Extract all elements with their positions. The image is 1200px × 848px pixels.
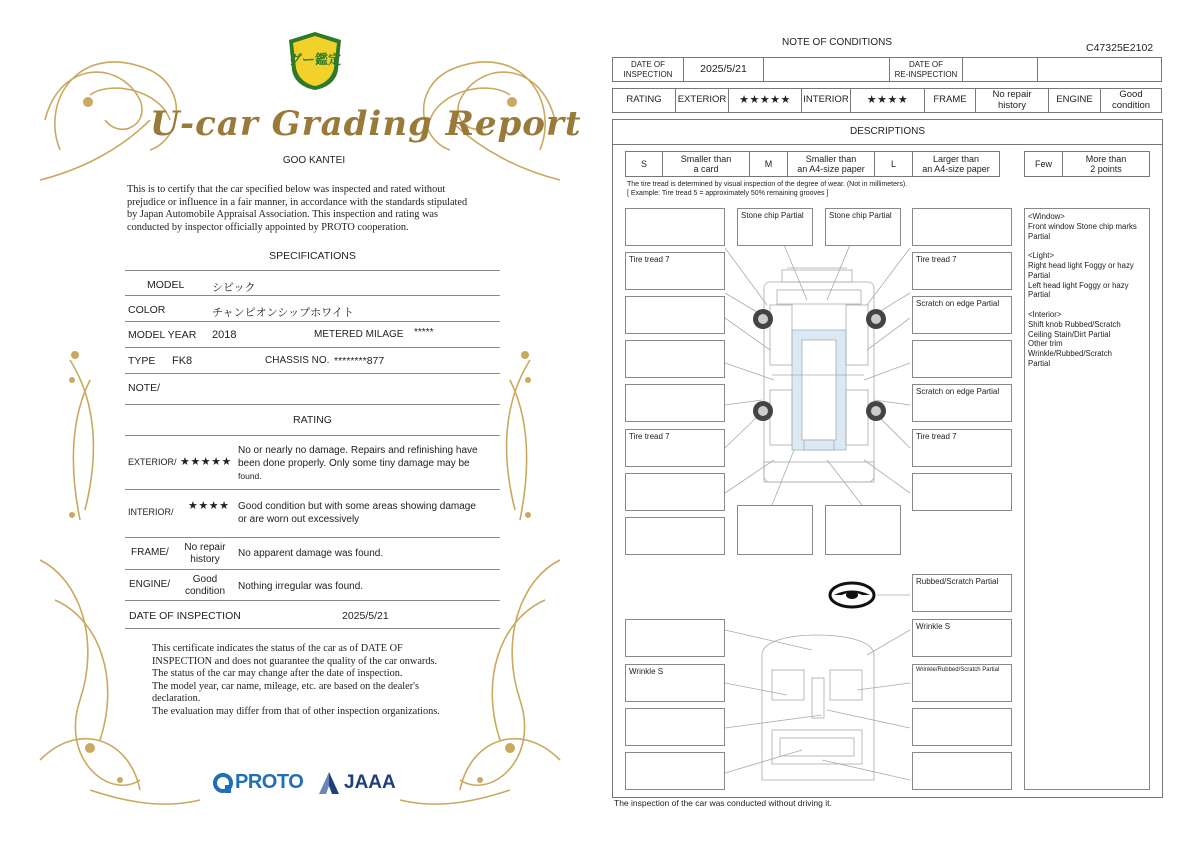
model-value: シビック	[212, 282, 256, 294]
engine-value: Good condition	[184, 574, 226, 597]
model-year-label: MODEL YEAR	[128, 329, 197, 341]
note-box: Tire tread 7	[912, 429, 1012, 467]
note-box: Tire tread 7	[625, 429, 725, 467]
note-box	[625, 473, 725, 511]
interior-label: INTERIOR/	[128, 507, 174, 517]
exterior-stars: ★★★★★	[728, 88, 802, 113]
interior-stars: ★★★★	[188, 500, 230, 512]
note-box	[825, 505, 901, 555]
engine-label: ENGINE	[1048, 88, 1101, 113]
engine-label: ENGINE/	[129, 579, 171, 590]
note-box	[625, 517, 725, 555]
rating-heading: RATING	[293, 414, 332, 426]
frame-value: No repair history	[184, 542, 226, 565]
document-code: C47325E2102	[1086, 42, 1154, 54]
jaaa-logo: JAAA	[318, 771, 396, 795]
proto-mark-icon	[213, 772, 233, 794]
legend-few-desc: More than 2 points	[1062, 151, 1150, 177]
legend-l-desc: Larger than an A4-size paper	[912, 151, 1000, 177]
re-inspection-label: DATE OF RE-INSPECTION	[889, 57, 963, 82]
re-inspection-extra	[1037, 57, 1162, 82]
chassis-value: ********877	[334, 355, 385, 367]
note-box	[625, 619, 725, 657]
interior-label: INTERIOR	[801, 88, 851, 113]
note-box	[625, 708, 725, 746]
exterior-label: EXTERIOR	[675, 88, 729, 113]
model-label: MODEL	[147, 279, 185, 291]
mileage-label: METERED MILAGE	[314, 329, 404, 340]
mileage-value: *****	[414, 327, 434, 338]
proto-logo: PROTO	[213, 771, 303, 794]
legend-m-desc: Smaller than an A4-size paper	[787, 151, 875, 177]
engine-desc: Nothing irregular was found.	[238, 581, 364, 592]
date-of-inspection-label: DATE OF INSPECTION	[612, 57, 684, 82]
specifications-heading: SPECIFICATIONS	[269, 250, 356, 262]
frame-desc: No apparent damage was found.	[238, 548, 384, 559]
color-label: COLOR	[128, 304, 166, 316]
descriptions-heading: DESCRIPTIONS	[849, 126, 925, 137]
model-year-value: 2018	[212, 329, 237, 341]
exterior-label: EXTERIOR/	[128, 457, 177, 467]
type-label: TYPE	[128, 355, 156, 367]
re-inspection-value	[962, 57, 1038, 82]
note-box	[625, 340, 725, 378]
summary-notes: <Window> Front window Stone chip marks Partial <Light> Right head light Foggy or hazy Partial Left head light Foggy or hazy Partial <Interior> Shift knob Rubbed/Scratch Ceiling Stain/Dirt Partial Other trim Wrinkle/Rubbed/Scratch Partial	[1024, 208, 1150, 790]
legend-m: M	[749, 151, 788, 177]
note-box	[912, 340, 1012, 378]
note-box: Scratch on edge Partial	[912, 296, 1012, 334]
logo-text: グー鑑定	[288, 53, 342, 68]
chassis-label: CHASSIS NO.	[265, 355, 330, 366]
engine-value: Good condition	[1100, 88, 1162, 113]
note-box	[625, 208, 725, 246]
note-box: Tire tread 7	[912, 252, 1012, 290]
note-box	[625, 752, 725, 790]
type-value: FK8	[172, 355, 193, 367]
certify-text: This is to certify that the car specified below was inspected and rated without prejudice or influence in a fair manner, in accordance with the standards stipulated by Japan Automobile Appraisal Association. This inspection and rating was conducted by inspector officially appointed by PROTO cooperation.	[127, 184, 468, 233]
certificate-footer-text: This certificate indicates the status of the car as of DATE OF INSPECTION and does not guarantee the quality of the car onwards. The status of the car may change after the date of inspection. The model year, car name, mileage, etc. are based on the dealer's declaration. The evaluation may differ from that of other inspection organizations.	[152, 643, 440, 717]
exterior-desc: No or nearly no damage. Repairs and refinishing have been done properly. Only some tiny damage may be found.	[238, 445, 478, 481]
steering-wheel-icon	[830, 583, 874, 607]
note-box: Stone chip Partial	[825, 208, 901, 246]
note-box	[625, 296, 725, 334]
interior-stars: ★★★★	[850, 88, 925, 113]
note-title: NOTE OF CONDITIONS	[782, 37, 892, 48]
interior-desc: Good condition but with some areas showing damage or are worn out excessively	[238, 501, 476, 525]
date-of-inspection-value: 2025/5/21	[683, 57, 764, 82]
report-title: U-car Grading Report	[150, 104, 582, 144]
note-box: Stone chip Partial	[737, 208, 813, 246]
note-box: Wrinkle/Rubbed/Scratch Partial	[912, 664, 1012, 702]
jaaa-mark-icon	[318, 771, 340, 795]
note-box	[737, 505, 813, 555]
note-box: Rubbed/Scratch Partial	[912, 574, 1012, 612]
date-empty-cell	[763, 57, 890, 82]
note-label: NOTE/	[128, 382, 161, 394]
date-of-inspection-label: DATE OF INSPECTION	[129, 610, 241, 622]
frame-label: FRAME/	[131, 547, 169, 558]
note-box	[912, 473, 1012, 511]
note-box	[625, 384, 725, 422]
legend-l: L	[874, 151, 913, 177]
note-box: Wrinkle S	[912, 619, 1012, 657]
brand-name: GOO KANTEI	[282, 155, 346, 166]
note-box	[912, 752, 1012, 790]
note-box: Wrinkle S	[625, 664, 725, 702]
note-box: Tire tread 7	[625, 252, 725, 290]
legend-few: Few	[1024, 151, 1063, 177]
color-value: チャンピオンシップホワイト	[212, 307, 354, 319]
note-box	[912, 708, 1012, 746]
frame-label: FRAME	[924, 88, 976, 113]
rating-label: RATING	[612, 88, 676, 113]
legend-s-desc: Smaller than a card	[662, 151, 750, 177]
tire-tread-note: The tire tread is determined by visual inspection of the degree of wear. (Not in millimeters). [ Example: Tire tread 5 = approximately 50% remaining grooves ]	[627, 181, 908, 197]
exterior-stars: ★★★★★	[180, 456, 232, 468]
note-box	[912, 208, 1012, 246]
note-box: Scratch on edge Partial	[912, 384, 1012, 422]
goo-kantei-logo	[286, 30, 344, 92]
date-of-inspection-value: 2025/5/21	[342, 610, 389, 622]
inspection-footer-note: The inspection of the car was conducted without driving it.	[614, 798, 832, 808]
frame-value: No repair history	[975, 88, 1049, 113]
legend-s: S	[625, 151, 663, 177]
